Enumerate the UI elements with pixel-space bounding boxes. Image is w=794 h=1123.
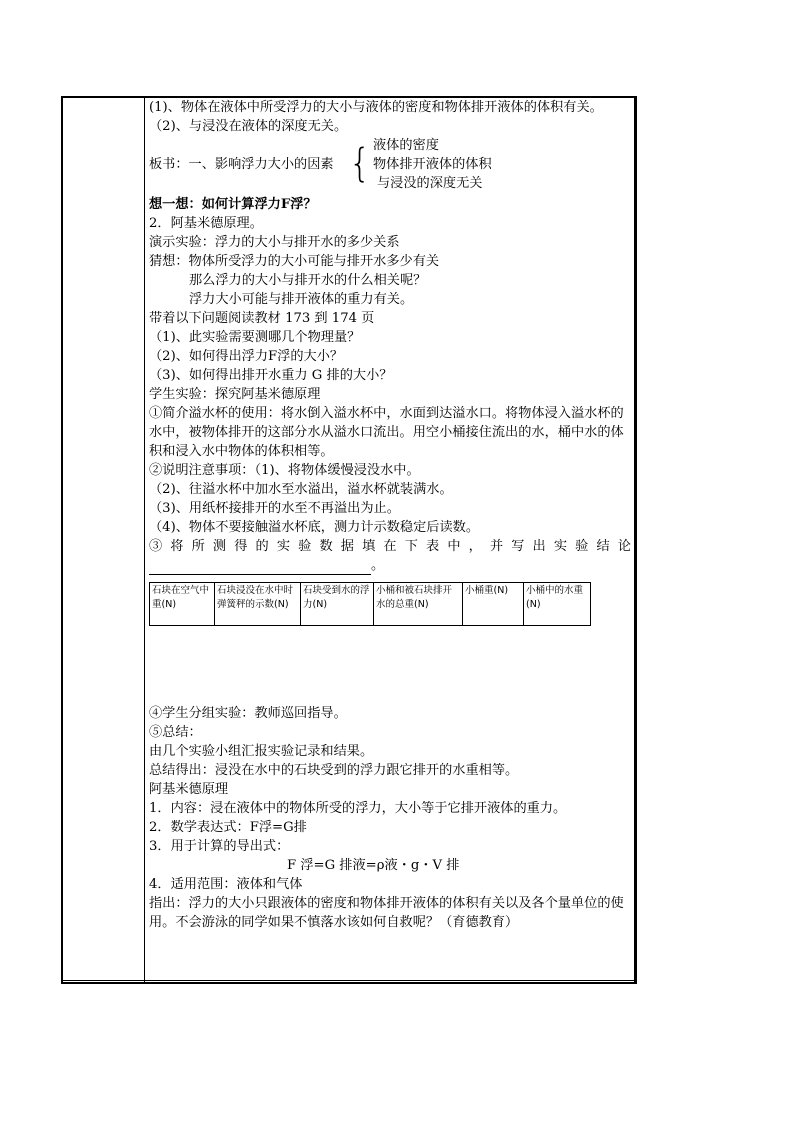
text-line: 3．用于计算的导出式： — [149, 839, 290, 854]
formula: F 浮=G 排液=ρ液・g・V 排 — [287, 858, 460, 873]
table-header-cell: 小桶和被石块排开水的总重(N) — [374, 583, 463, 626]
board-item: 液体的密度 — [373, 138, 439, 153]
text-paragraph: ①简介溢水杯的使用：将水倒入溢水杯中，水面到达溢水口。将物体浸入溢水杯的水中，被物体排开的这部分水从溢水口流出。用空小桶接住流出的水，桶中水的体积和浸入水中物体的体积相等。 — [149, 406, 624, 459]
text-line: 4．适用范围：液体和气体 — [149, 877, 303, 892]
section-heading: 想一想：如何计算浮力F浮？ — [149, 197, 317, 212]
table-header-cell: 小桶中的水重(N) — [524, 583, 591, 626]
text-line: ②说明注意事项：（1)、将物体缓慢浸没水中。 — [149, 463, 420, 478]
text-line: 1．内容：浸在液体中的物体所受的浮力，大小等于它排开液体的重力。 — [149, 801, 567, 816]
bottom-rule — [61, 980, 637, 981]
text-line: (1)、物体在液体中所受浮力的大小与液体的密度和物体排开液体的体积有关。 — [149, 100, 603, 115]
lesson-content — [149, 98, 631, 932]
table-header-cell: 小桶重(N) — [463, 583, 524, 626]
text-line: （2)、如何得出浮力F浮的大小？ — [149, 349, 344, 364]
board-item: 物体排开液体的体积 — [373, 157, 492, 172]
blank-underline — [149, 560, 371, 575]
board-item: 与浸没的深度无关 — [377, 176, 483, 191]
table-header-cell: 石块浸没在水中时弹簧秤的示数(N) — [215, 583, 301, 626]
text-line: 由几个实验小组汇报实验记录和结果。 — [149, 744, 374, 759]
text-line: 那么浮力的大小与排开水的什么相关呢？ — [189, 273, 427, 288]
brace-icon: { — [349, 141, 371, 187]
board-lead: 板书：一、影响浮力大小的因素 — [149, 157, 334, 172]
table-row — [150, 583, 591, 626]
text-line: （3)、用纸杯接排开的水至不再溢出为止。 — [149, 501, 400, 516]
text-line: 总结得出：浸没在水中的石块受到的浮力跟它排开的水重相等。 — [149, 763, 519, 778]
text-line: （2)、与浸没在液体的深度无关。 — [149, 119, 348, 134]
text-line: 浮力大小可能与排开液体的重力有关。 — [189, 292, 414, 307]
text-line: 2．数学表达式：F浮=G排 — [149, 820, 307, 835]
period: 。 — [371, 558, 385, 573]
column-divider-left — [144, 96, 145, 984]
text-line: 演示实验：浮力的大小与排开水的多少关系 — [149, 235, 400, 250]
text-line: 学生实验：探究阿基米德原理 — [149, 387, 321, 402]
text-line: （3)、如何得出排开水重力 G 排的大小？ — [149, 368, 393, 383]
text-line: （2)、往溢水杯中加水至水溢出，溢水杯就装满水。 — [149, 482, 453, 497]
board-notes — [149, 136, 631, 193]
text-line: 猜想：物体所受浮力的大小可能与排开水多少有关 — [149, 254, 440, 269]
data-table — [149, 582, 591, 626]
text-line: 阿基米德原理 — [149, 782, 229, 797]
conclusion-blank-line — [149, 556, 631, 575]
text-line: （1)、此实验需要测哪几个物理量？ — [149, 330, 361, 345]
text-line: 带着以下问题阅读教材 173 到 174 页 — [149, 311, 375, 326]
blank-space — [149, 626, 631, 704]
text-line: 2．阿基米德原理。 — [149, 216, 263, 231]
text-line: ⑤总结： — [149, 725, 202, 740]
table-header-cell: 石块在空气中重(N) — [150, 583, 215, 626]
text-line: ④学生分组实验：教师巡回指导。 — [149, 706, 347, 721]
column-divider-right — [634, 96, 635, 984]
text-line: ③ 将 所 测 得 的 实 验 数 据 填 在 下 表 中 ， 并 写 出 实 验 结 论 — [149, 539, 631, 554]
text-line: （4)、物体不要接触溢水杯底，测力计示数稳定后读数。 — [149, 520, 480, 535]
table-header-cell: 石块受到水的浮力(N) — [301, 583, 374, 626]
text-paragraph: 指出：浮力的大小只跟液体的密度和物体排开液体的体积有关以及各个量单位的使用。不会游泳的同学如果不慎落水该如何自救呢？（育德教育） — [149, 896, 624, 930]
board-items — [373, 136, 492, 193]
